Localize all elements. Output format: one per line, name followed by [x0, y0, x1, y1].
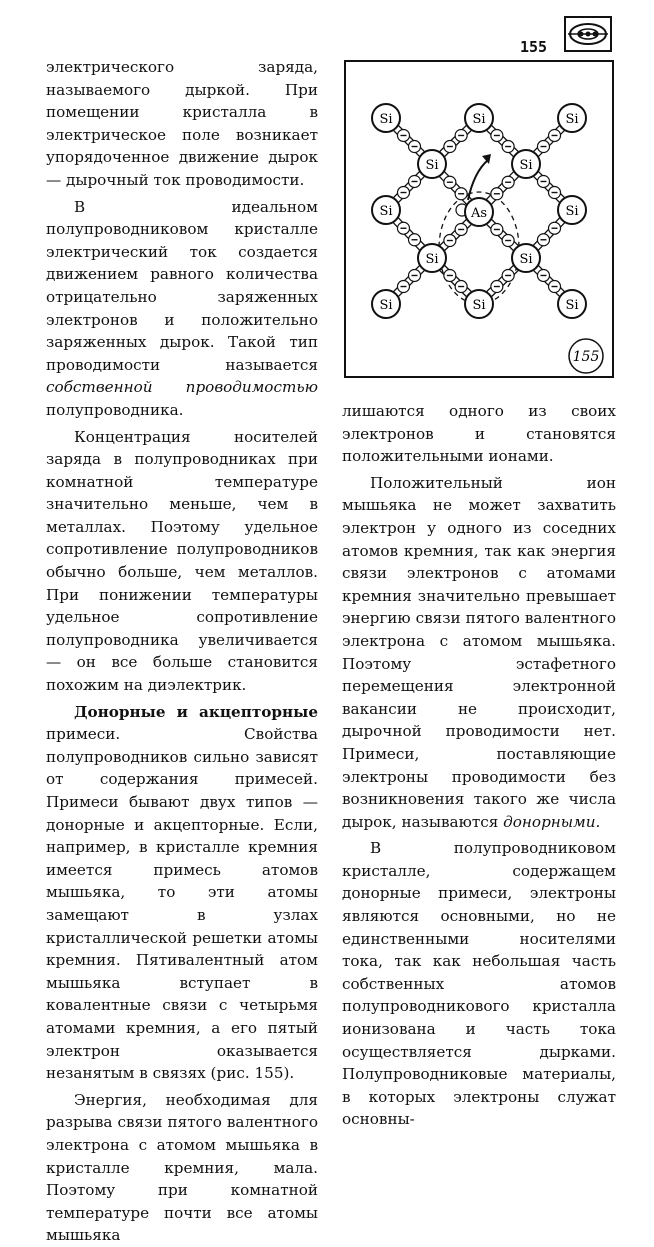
text: Положительный ион мышьяка не может захватить электрон у одного из соседних атомов кремния, так как энергия связи электронов с атомами кремния значительно превышает энергию связи пятого валентного электрона с атомом мышьяка. Поэтому эстафетного перемещения электронной вакансии не происходит, дырочной проводимости нет. Примеси, поставляющие электроны проводимости без возникновения такого же числа дырок, называются [342, 473, 616, 831]
silicon-atom-label: Si [565, 298, 579, 313]
text: примеси. Свойства полупроводников сильно зависят от содержания примесей. Примеси бывают двух типов — донорные и акцепторные. Если, например, в кристалле кремния имеется примесь атомов мышьяка, то эти атомы замещают в узлах кристаллической решетки атомы кремния. Пятивалентный атом мышьяка вступает в ковалентные связи с четырьмя атомами кремния, а его пятый электрон оказывается незанятым в связях (рис. 155). [46, 725, 318, 1083]
silicon-atom-label: Si [379, 298, 393, 313]
paragraph: электрического заряда, называемого дыркой. При помещении кристалла в электрическое поле возникает упорядоченное движение дырок — дырочный ток проводимости. [46, 58, 318, 189]
text: полупроводника. [46, 400, 184, 419]
paragraph [342, 472, 616, 834]
paragraph: Энергия, необходимая для разрыва связи пятого валентного электрона с атомом мышьяка в кристалле кремния, мала. Поэтому при комнатной температуре почти все атомы мышьяка [46, 1090, 318, 1245]
silicon-atom-label: Si [519, 252, 533, 267]
crystal-lattice-figure [344, 60, 614, 378]
chapter-corner-icon [564, 16, 612, 52]
paragraph [46, 196, 318, 422]
silicon-atom-label: Si [565, 112, 579, 127]
left-text-column [46, 56, 318, 1247]
silicon-atom-label: Si [379, 204, 393, 219]
term-donor: донорными. [503, 812, 601, 831]
silicon-atom-label: Si [472, 112, 486, 127]
silicon-atom-label: Si [519, 158, 533, 173]
section-heading: Донорные и акцепторные [74, 702, 318, 721]
paragraph: Концентрация носителей заряда в полупроводниках при комнатной температуре значительно меньше, чем в металлах. Поэтому удельное сопротивление полупроводников обычно больше, чем металлов. При понижении температуры удельное сопротивление полупроводника увеличивается — он все больше становится похожим на диэлектрик. [46, 427, 318, 695]
arsenic-atom-label: As [470, 206, 488, 221]
figure-number-label: 155 [572, 349, 600, 365]
silicon-atom-label: Si [379, 112, 393, 127]
silicon-atom-label: Si [472, 298, 486, 313]
paragraph [46, 701, 318, 1085]
silicon-atom-label: Si [425, 252, 439, 267]
silicon-atom-label: Si [425, 158, 439, 173]
term-intrinsic-conductivity: собственной проводимостью [46, 378, 318, 397]
paragraph: В полупроводниковом кристалле, содержащем донорные примеси, электроны являются основными, но не единственными носителями тока, так как небольшая часть собственных атомов полупроводникового кристалла ионизована и часть тока осуществляется дырками. Полупроводниковые материалы, в которых электроны служат основны- [342, 839, 616, 1129]
right-text-column [342, 400, 616, 1131]
silicon-atom-label: Si [565, 204, 579, 219]
page-number: 155 [520, 38, 548, 56]
paragraph: лишаются одного из своих электронов и становятся положительными ионами. [342, 402, 616, 466]
text: В идеальном полупроводниковом кристалле электрический ток создается движением равного количества отрицательно заряженных электронов и положительно заряженных дырок. Такой тип проводимости называется [46, 197, 318, 374]
